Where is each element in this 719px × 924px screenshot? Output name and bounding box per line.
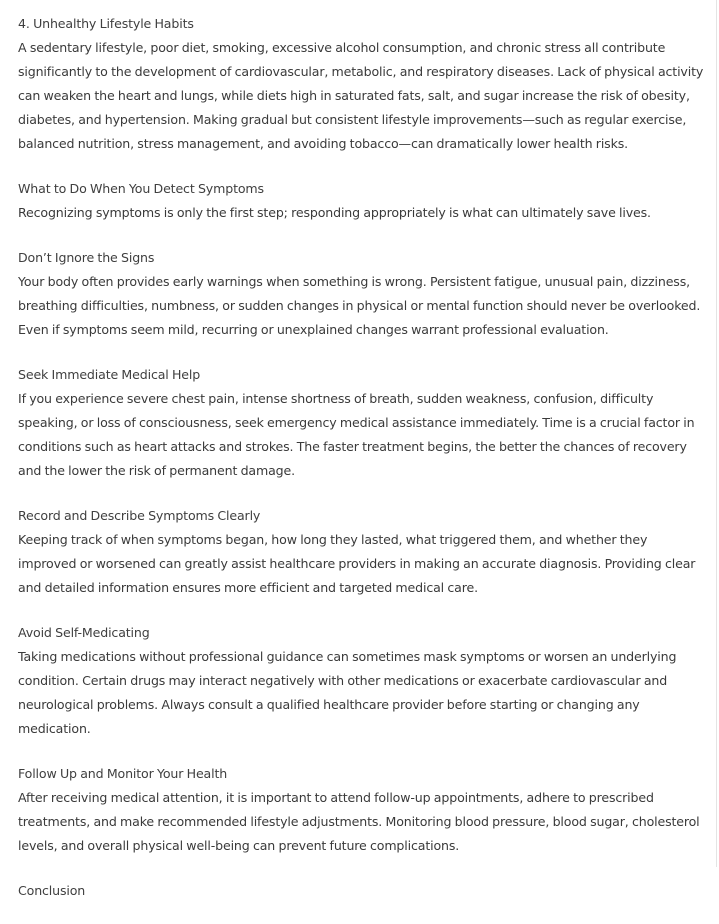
section-heading: Record and Describe Symptoms Clearly bbox=[18, 508, 261, 523]
section-what-to-do bbox=[18, 177, 708, 225]
section-record-symptoms bbox=[18, 504, 708, 600]
section-follow-up bbox=[18, 762, 708, 858]
section-paragraph: If you experience severe chest pain, intense shortness of breath, sudden weakness, confusion, difficulty speaking, or loss of consciousness, seek emergency medical assistance immediately. Time is a crucial factor in conditions such as heart attacks and strokes. The faster treatment begins, the better the chances of recovery and the lower the risk of permanent damage. bbox=[18, 391, 695, 478]
section-paragraph: Recognizing symptoms is only the first step; responding appropriately is what can ultimately save lives. bbox=[18, 205, 651, 220]
section-heading: Seek Immediate Medical Help bbox=[18, 367, 201, 382]
section-unhealthy-lifestyle-habits bbox=[18, 12, 708, 156]
section-heading: Follow Up and Monitor Your Health bbox=[18, 766, 228, 781]
section-heading: Don’t Ignore the Signs bbox=[18, 250, 155, 265]
section-seek-immediate-help bbox=[18, 363, 708, 483]
section-heading: 4. Unhealthy Lifestyle Habits bbox=[18, 16, 194, 31]
article-body bbox=[18, 12, 708, 924]
section-paragraph: After receiving medical attention, it is important to attend follow-up appointments, adhere to prescribed treatments, and make recommended lifestyle adjustments. Monitoring blood pressure, blood sugar, cholesterol levels, and overall physical well-being can prevent future complications. bbox=[18, 790, 700, 853]
section-paragraph: Taking medications without professional guidance can sometimes mask symptoms or worsen an underlying condition. Certain drugs may interact negatively with other medications or exacerbate cardiovascular and neurological problems. Always consult a qualified healthcare provider before starting or changing any medication. bbox=[18, 649, 677, 736]
section-dont-ignore-signs bbox=[18, 246, 708, 342]
section-paragraph: A sedentary lifestyle, poor diet, smoking, excessive alcohol consumption, and chronic stress all contribute significantly to the development of cardiovascular, metabolic, and respiratory diseases. Lack of physical activity can weaken the heart and lungs, while diets high in saturated fats, salt, and sugar increase the risk of obesity, diabetes, and hypertension. Making gradual but consistent lifestyle improvements—such as regular exercise, balanced nutrition, stress management, and avoiding tobacco—can dramatically lower health risks. bbox=[18, 40, 704, 151]
section-heading: Conclusion bbox=[18, 883, 86, 898]
section-heading: What to Do When You Detect Symptoms bbox=[18, 181, 264, 196]
section-paragraph: Your body often provides early warnings when something is wrong. Persistent fatigue, unusual pain, dizziness, breathing difficulties, numbness, or sudden changes in physical or mental function should never be overlooked. Even if symptoms seem mild, recurring or unexplained changes warrant professional evaluation. bbox=[18, 274, 701, 337]
section-avoid-self-medicating bbox=[18, 621, 708, 741]
section-paragraph: Keeping track of when symptoms began, how long they lasted, what triggered them, and whether they improved or worsened can greatly assist healthcare providers in making an accurate diagnosis. Providing clear and detailed information ensures more efficient and targeted medical care. bbox=[18, 532, 696, 595]
section-heading: Avoid Self-Medicating bbox=[18, 625, 150, 640]
section-conclusion bbox=[18, 879, 708, 903]
